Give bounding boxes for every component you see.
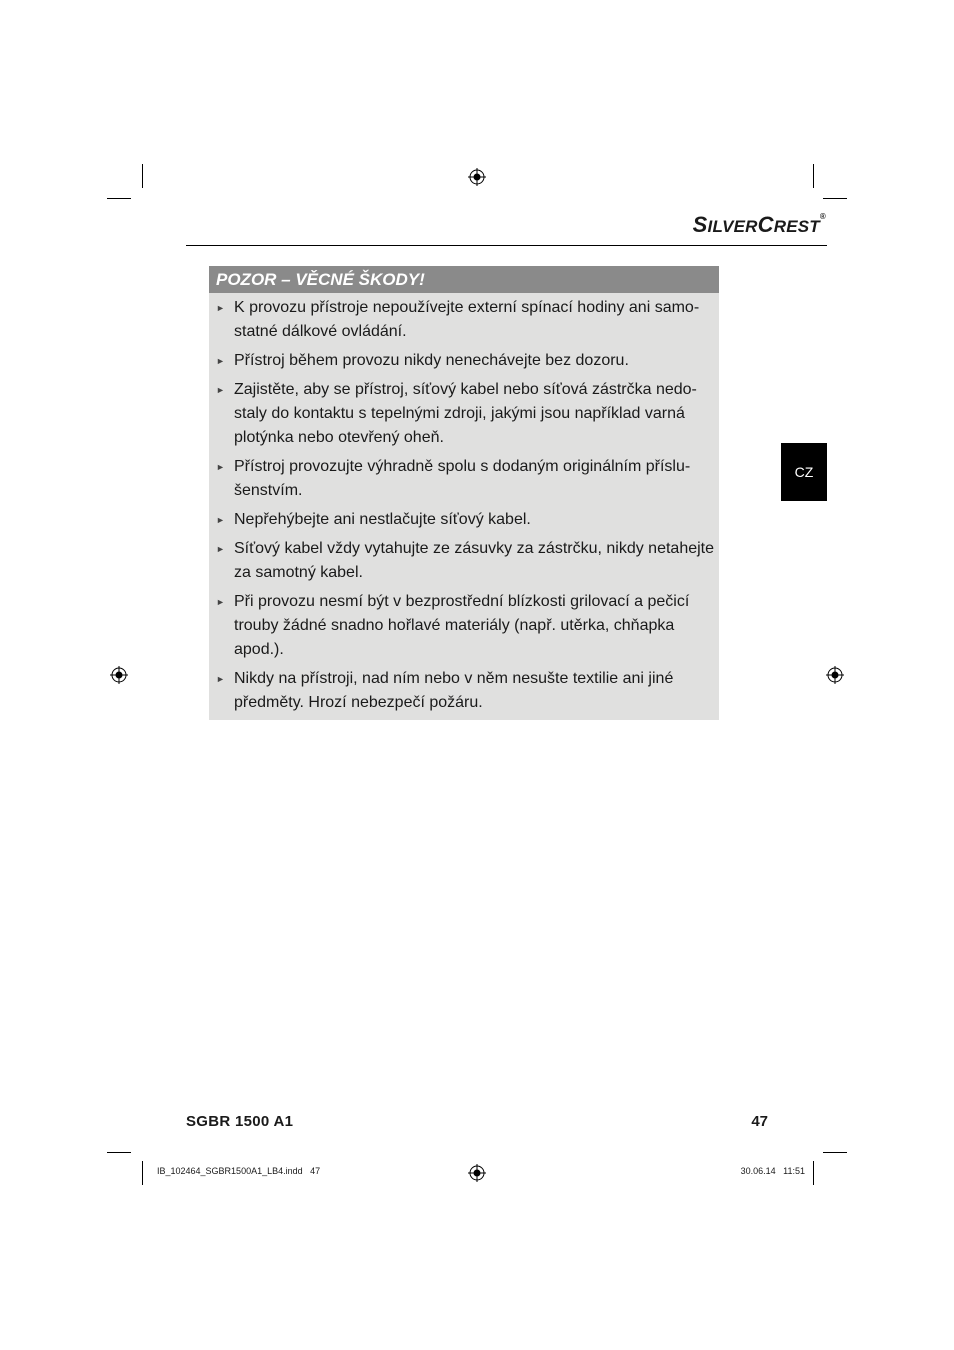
print-slug-file: IB_102464_SGBR1500A1_LB4.indd 47 [157,1166,321,1176]
brand-registered-mark: ® [819,212,826,221]
list-item [215,508,715,532]
crop-mark [813,164,814,188]
warning-title: POZOR – VĚCNÉ ŠKODY! [209,266,719,293]
bullet-arrow-icon: ► [216,461,225,472]
crop-mark [823,1152,847,1153]
list-item-text: K provozu přístroje nepoužívejte externí spínací hodiny ani samo-statné dálkové ovládání. [234,299,700,341]
model-number: SGBR 1500 A1 [186,1113,294,1130]
registration-mark-icon [468,1164,486,1182]
crop-mark [142,164,143,188]
list-item-text: Nikdy na přístroji, nad ním nebo v něm nesušte textilie ani jiné předměty. Hrozí nebezpečí požáru. [234,669,674,712]
list-item-text: Při provozu nesmí být v bezprostřední blízkosti grilovací a pečicí trouby žádné snadno hořlavé materiály (např. utěrka, chňapka apod.). [234,592,690,659]
brand-silver-first: S [692,212,708,237]
list-item [215,349,715,373]
list-item-text: Nepřehýbejte ani nestlačujte síťový kabel. [234,510,531,528]
list-item [215,537,715,586]
registration-mark-icon [826,666,844,684]
registration-mark-icon [468,168,486,186]
list-item-text: Přístroj během provozu nikdy nenechávejte bez dozoru. [234,351,629,369]
registration-mark-icon [110,666,128,684]
warning-list [209,296,719,715]
bullet-arrow-icon: ► [216,303,225,313]
bullet-arrow-icon: ► [216,384,225,395]
list-item [215,667,715,716]
list-item [215,455,715,504]
print-slug-date: 30.06.14 11:51 [740,1166,805,1176]
bullet-arrow-icon: ► [216,543,225,554]
brand-crest-rest: REST [773,217,820,236]
bullet-arrow-icon: ► [216,596,225,607]
crop-mark [823,198,847,199]
warning-box [209,266,719,720]
language-tab: CZ [781,443,827,501]
list-item [215,296,715,345]
crop-mark [142,1161,143,1185]
list-item-text: Přístroj provozujte výhradně spolu s dodaným originálním příslu-šenstvím. [234,457,691,500]
list-item [215,378,715,451]
brand-logo [693,212,826,238]
crop-mark [107,198,131,199]
header-rule [186,245,827,246]
page-number: 47 [751,1113,768,1130]
crop-mark [813,1161,814,1185]
brand-crest-first: C [757,212,774,237]
list-item-text: Síťový kabel vždy vytahujte ze zásuvky za zástrčku, nikdy netahejte za samotný kabel. [234,539,715,581]
bullet-arrow-icon: ► [216,355,225,366]
list-item [215,590,715,663]
bullet-arrow-icon: ► [216,673,225,684]
crop-mark [107,1152,131,1153]
brand-silver-rest: ILVER [707,217,758,236]
list-item-text: Zajistěte, aby se přístroj, síťový kabel nebo síťová zástrčka nedo-staly do kontaktu s tepelnými zdroji, jakými jsou například varná plotýnka nebo otevřený oheň. [234,380,697,447]
bullet-arrow-icon: ► [216,514,225,525]
